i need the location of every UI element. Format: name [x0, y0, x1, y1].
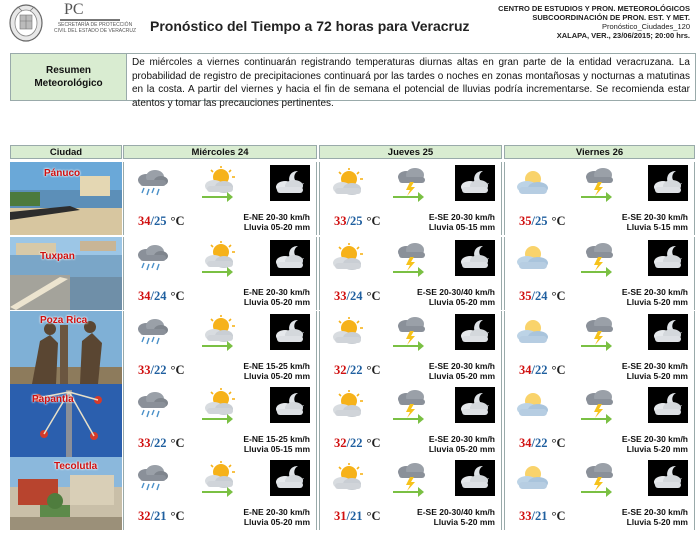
- temp-min: 21: [349, 509, 363, 523]
- forecast-cell: [319, 162, 502, 235]
- temperature: [519, 289, 566, 304]
- temperature: [138, 509, 185, 524]
- rain-cloud-icon: [134, 463, 170, 498]
- night-cloud-icon: [270, 240, 310, 276]
- temperature: [519, 363, 566, 378]
- city-column-header: Ciudad: [10, 145, 122, 159]
- temperature: [334, 509, 381, 524]
- wind-rain-info: [417, 507, 495, 527]
- temperature: [519, 436, 566, 451]
- city-row: [10, 384, 695, 457]
- temp-separator: /: [346, 289, 350, 303]
- temp-unit: °C: [551, 214, 566, 228]
- pc-logo-text: PC: [64, 1, 84, 18]
- state-seal-logo: [8, 3, 44, 43]
- city-name: Tecolutla: [54, 461, 98, 472]
- day-header: Viernes 26: [504, 145, 695, 159]
- city-name: Poza Rica: [40, 315, 88, 326]
- sun-cloud-icon: [330, 390, 366, 425]
- temp-min: 22: [153, 363, 167, 377]
- wind-rain-info: [622, 507, 688, 527]
- rain-text: Lluvia 05-20 mm: [428, 297, 495, 307]
- wind-text: E-NE 20-30 km/h: [243, 287, 310, 297]
- forecast-cell: [504, 162, 695, 235]
- temp-unit: °C: [366, 436, 381, 450]
- temperature: [138, 363, 185, 378]
- night-cloud-icon: [270, 387, 310, 423]
- temp-separator: /: [150, 509, 154, 523]
- sun-cloud-icon: [330, 317, 366, 352]
- temp-min: 22: [534, 436, 548, 450]
- rain-text: Lluvia 05-15 mm: [428, 222, 495, 232]
- forecast-cell: [319, 457, 502, 530]
- temp-min: 22: [349, 436, 363, 450]
- forecast-cell: [319, 384, 502, 457]
- temperature: [138, 436, 185, 451]
- temp-separator: /: [531, 363, 535, 377]
- wind-direction-arrow: [202, 491, 228, 493]
- summary-label: Resumen Meteorológico: [11, 54, 127, 100]
- temp-max: 33: [138, 436, 151, 450]
- wind-direction-arrow: [581, 345, 607, 347]
- sun-cloud-icon: [330, 463, 366, 498]
- day-header: Jueves 25: [319, 145, 502, 159]
- night-cloud-icon: [270, 460, 310, 496]
- wind-direction-arrow: [581, 271, 607, 273]
- issuer-line-1: CENTRO DE ESTUDIOS Y PRON. METEOROLÓGICOS: [498, 4, 690, 13]
- forecast-cell: [123, 162, 317, 235]
- temp-min: 25: [349, 214, 363, 228]
- temp-separator: /: [531, 436, 535, 450]
- temp-min: 25: [153, 214, 167, 228]
- city-name: Papantla: [32, 394, 74, 405]
- city-name: Pánuco: [44, 168, 81, 179]
- wind-text: E-NE 15-25 km/h: [243, 434, 310, 444]
- city-name: Tuxpan: [40, 251, 75, 262]
- temp-unit: °C: [366, 214, 381, 228]
- city-photo-image: [10, 237, 122, 310]
- wind-direction-arrow: [202, 418, 228, 420]
- temp-max: 33: [519, 509, 532, 523]
- sun-haze-cloud-icon: [515, 317, 551, 352]
- wind-direction-arrow: [202, 196, 228, 198]
- wind-text: E-SE 20-30 km/h: [621, 434, 688, 444]
- temp-unit: °C: [170, 363, 185, 377]
- wind-rain-info: [243, 287, 310, 307]
- rain-text: Lluvia 05-20 mm: [428, 444, 495, 454]
- temp-unit: °C: [366, 509, 381, 523]
- temp-separator: /: [150, 363, 154, 377]
- forecast-cell: [504, 237, 695, 310]
- forecast-cell: [123, 384, 317, 457]
- rain-cloud-icon: [134, 243, 170, 278]
- temp-unit: °C: [366, 363, 381, 377]
- wind-text: E-SE 20-30 km/h: [621, 212, 688, 222]
- rain-text: Lluvia 5-20 mm: [433, 517, 495, 527]
- temperature: [334, 214, 381, 229]
- city-row: [10, 457, 695, 530]
- city-photo: [10, 237, 122, 310]
- rain-text: Lluvia 05-20 mm: [243, 297, 310, 307]
- temperature: [334, 363, 381, 378]
- wind-text: E-SE 20-30 km/h: [621, 507, 688, 517]
- temp-separator: /: [150, 436, 154, 450]
- product-code: Pronóstico_Ciudades_120: [602, 22, 690, 31]
- temperature: [334, 289, 381, 304]
- wind-text: E-SE 20-30 km/h: [428, 434, 495, 444]
- rain-text: Lluvia 5-20 mm: [626, 517, 688, 527]
- temperature: [519, 509, 566, 524]
- temp-min: 24: [349, 289, 363, 303]
- night-cloud-icon: [648, 165, 688, 201]
- wind-text: E-SE 20-30 km/h: [428, 212, 495, 222]
- wind-direction-arrow: [581, 491, 607, 493]
- wind-rain-info: [429, 434, 495, 454]
- temp-max: 33: [334, 214, 347, 228]
- wind-rain-info: [622, 361, 688, 381]
- wind-direction-arrow: [393, 345, 419, 347]
- wind-rain-info: [622, 212, 688, 232]
- temp-unit: °C: [170, 436, 185, 450]
- forecast-cell: [504, 384, 695, 457]
- temp-max: 32: [138, 509, 151, 523]
- wind-rain-info: [243, 507, 310, 527]
- wind-rain-info: [243, 434, 310, 454]
- wind-direction-arrow: [202, 345, 228, 347]
- issuer-info: [498, 4, 690, 40]
- night-cloud-icon: [455, 240, 495, 276]
- night-cloud-icon: [455, 387, 495, 423]
- rain-text: Lluvia 05-20 mm: [243, 222, 310, 232]
- temp-min: 24: [153, 289, 167, 303]
- temp-max: 35: [519, 289, 532, 303]
- wind-text: E-SE 20-30/40 km/h: [417, 287, 495, 297]
- day-header: Miércoles 24: [123, 145, 317, 159]
- night-cloud-icon: [648, 387, 688, 423]
- temp-max: 34: [138, 214, 151, 228]
- night-cloud-icon: [648, 240, 688, 276]
- night-cloud-icon: [648, 314, 688, 350]
- temperature: [334, 436, 381, 451]
- forecast-cell: [123, 237, 317, 310]
- temp-separator: /: [531, 289, 535, 303]
- wind-rain-info: [429, 212, 495, 232]
- wind-rain-info: [243, 212, 310, 232]
- temp-separator: /: [150, 214, 154, 228]
- forecast-cell: [504, 311, 695, 384]
- temp-max: 34: [519, 363, 532, 377]
- wind-text: E-SE 20-30 km/h: [621, 361, 688, 371]
- temp-max: 31: [334, 509, 347, 523]
- city-row: [10, 311, 695, 384]
- night-cloud-icon: [270, 314, 310, 350]
- temp-min: 21: [153, 509, 167, 523]
- temp-separator: /: [531, 214, 535, 228]
- pc-logo-subtitle: SECRETARÍA DE PROTECCIÓN CIVIL DEL ESTADO DE VERACRUZ: [53, 22, 137, 34]
- sun-cloud-icon: [330, 168, 366, 203]
- temp-unit: °C: [551, 436, 566, 450]
- forecast-cell: [319, 237, 502, 310]
- temp-min: 25: [534, 214, 548, 228]
- wind-text: E-SE 20-30/40 km/h: [417, 507, 495, 517]
- night-cloud-icon: [455, 165, 495, 201]
- rain-text: Lluvia 5-20 mm: [626, 371, 688, 381]
- sun-haze-cloud-icon: [515, 168, 551, 203]
- sun-haze-cloud-icon: [515, 390, 551, 425]
- temperature: [138, 289, 185, 304]
- document-header: [0, 0, 700, 50]
- rain-cloud-icon: [134, 168, 170, 203]
- rain-text: Lluvia 05-20 mm: [243, 517, 310, 527]
- wind-direction-arrow: [581, 418, 607, 420]
- wind-rain-info: [417, 287, 495, 307]
- rain-text: Lluvia 5-20 mm: [626, 297, 688, 307]
- forecast-cell: [319, 311, 502, 384]
- temp-min: 24: [534, 289, 548, 303]
- temp-max: 33: [138, 363, 151, 377]
- sun-cloud-icon: [330, 243, 366, 278]
- temp-separator: /: [346, 509, 350, 523]
- temp-separator: /: [150, 289, 154, 303]
- wind-text: E-NE 20-30 km/h: [243, 212, 310, 222]
- temp-unit: °C: [551, 363, 566, 377]
- temp-min: 21: [534, 509, 548, 523]
- night-cloud-icon: [455, 460, 495, 496]
- forecast-cell: [123, 311, 317, 384]
- page-title: Pronóstico del Tiempo a 72 horas para Veracruz: [150, 18, 470, 34]
- pc-logo-rule: [60, 19, 120, 21]
- temp-unit: °C: [366, 289, 381, 303]
- temp-min: 22: [153, 436, 167, 450]
- wind-direction-arrow: [393, 491, 419, 493]
- wind-direction-arrow: [393, 196, 419, 198]
- temp-max: 34: [138, 289, 151, 303]
- issuer-line-2: SUBCOORDINACIÓN DE PRON. EST. Y MET.: [532, 13, 690, 22]
- rain-cloud-icon: [134, 317, 170, 352]
- temp-max: 32: [334, 363, 347, 377]
- wind-rain-info: [243, 361, 310, 381]
- temp-separator: /: [346, 436, 350, 450]
- rain-text: Lluvia 05-20 mm: [428, 371, 495, 381]
- temp-unit: °C: [170, 214, 185, 228]
- temp-unit: °C: [170, 509, 185, 523]
- sun-haze-cloud-icon: [515, 243, 551, 278]
- rain-text: Lluvia 5-20 mm: [626, 444, 688, 454]
- wind-text: E-SE 20-30 km/h: [428, 361, 495, 371]
- wind-rain-info: [429, 361, 495, 381]
- temp-max: 33: [334, 289, 347, 303]
- temp-max: 34: [519, 436, 532, 450]
- temperature: [519, 214, 566, 229]
- temp-separator: /: [346, 214, 350, 228]
- issue-datetime: XALAPA, VER., 23/06/2015; 20:00 hrs.: [556, 31, 690, 40]
- temp-min: 22: [534, 363, 548, 377]
- rain-text: Lluvia 5-15 mm: [626, 222, 688, 232]
- wind-direction-arrow: [393, 418, 419, 420]
- wind-rain-info: [622, 434, 688, 454]
- temp-max: 32: [334, 436, 347, 450]
- wind-direction-arrow: [202, 271, 228, 273]
- pc-logo: [52, 2, 152, 34]
- wind-rain-info: [622, 287, 688, 307]
- forecast-cell: [504, 457, 695, 530]
- city-row: [10, 162, 695, 235]
- wind-text: E-SE 20-30 km/h: [621, 287, 688, 297]
- temp-unit: °C: [170, 289, 185, 303]
- night-cloud-icon: [270, 165, 310, 201]
- city-row: [10, 237, 695, 310]
- sun-haze-cloud-icon: [515, 463, 551, 498]
- summary-text: De miércoles a viernes continuarán registrando temperaturas diurnas altas en gran parte de la entidad veracruzana. La probabilidad de registro de precipitaciones continuará por las tardes o noches en zonas montañosas y nocturnas a matutinas en la costa. A partir del viernes y hacia el fin de semana el potencial de lluvias podría incrementarse. Se recomienda estar atentos y tomar las precauciones pertinentes.: [132, 57, 690, 109]
- forecast-table: [10, 145, 695, 527]
- wind-text: E-NE 15-25 km/h: [243, 361, 310, 371]
- rain-cloud-icon: [134, 390, 170, 425]
- rain-text: Lluvia 05-15 mm: [243, 444, 310, 454]
- forecast-cell: [123, 457, 317, 530]
- temp-unit: °C: [551, 289, 566, 303]
- temperature: [138, 214, 185, 229]
- temp-max: 35: [519, 214, 532, 228]
- meteorological-summary: [10, 53, 696, 109]
- temp-unit: °C: [551, 509, 566, 523]
- wind-text: E-NE 20-30 km/h: [243, 507, 310, 517]
- rain-text: Lluvia 05-20 mm: [243, 371, 310, 381]
- night-cloud-icon: [648, 460, 688, 496]
- temp-separator: /: [346, 363, 350, 377]
- wind-direction-arrow: [393, 271, 419, 273]
- temp-separator: /: [531, 509, 535, 523]
- night-cloud-icon: [455, 314, 495, 350]
- wind-direction-arrow: [581, 196, 607, 198]
- temp-min: 22: [349, 363, 363, 377]
